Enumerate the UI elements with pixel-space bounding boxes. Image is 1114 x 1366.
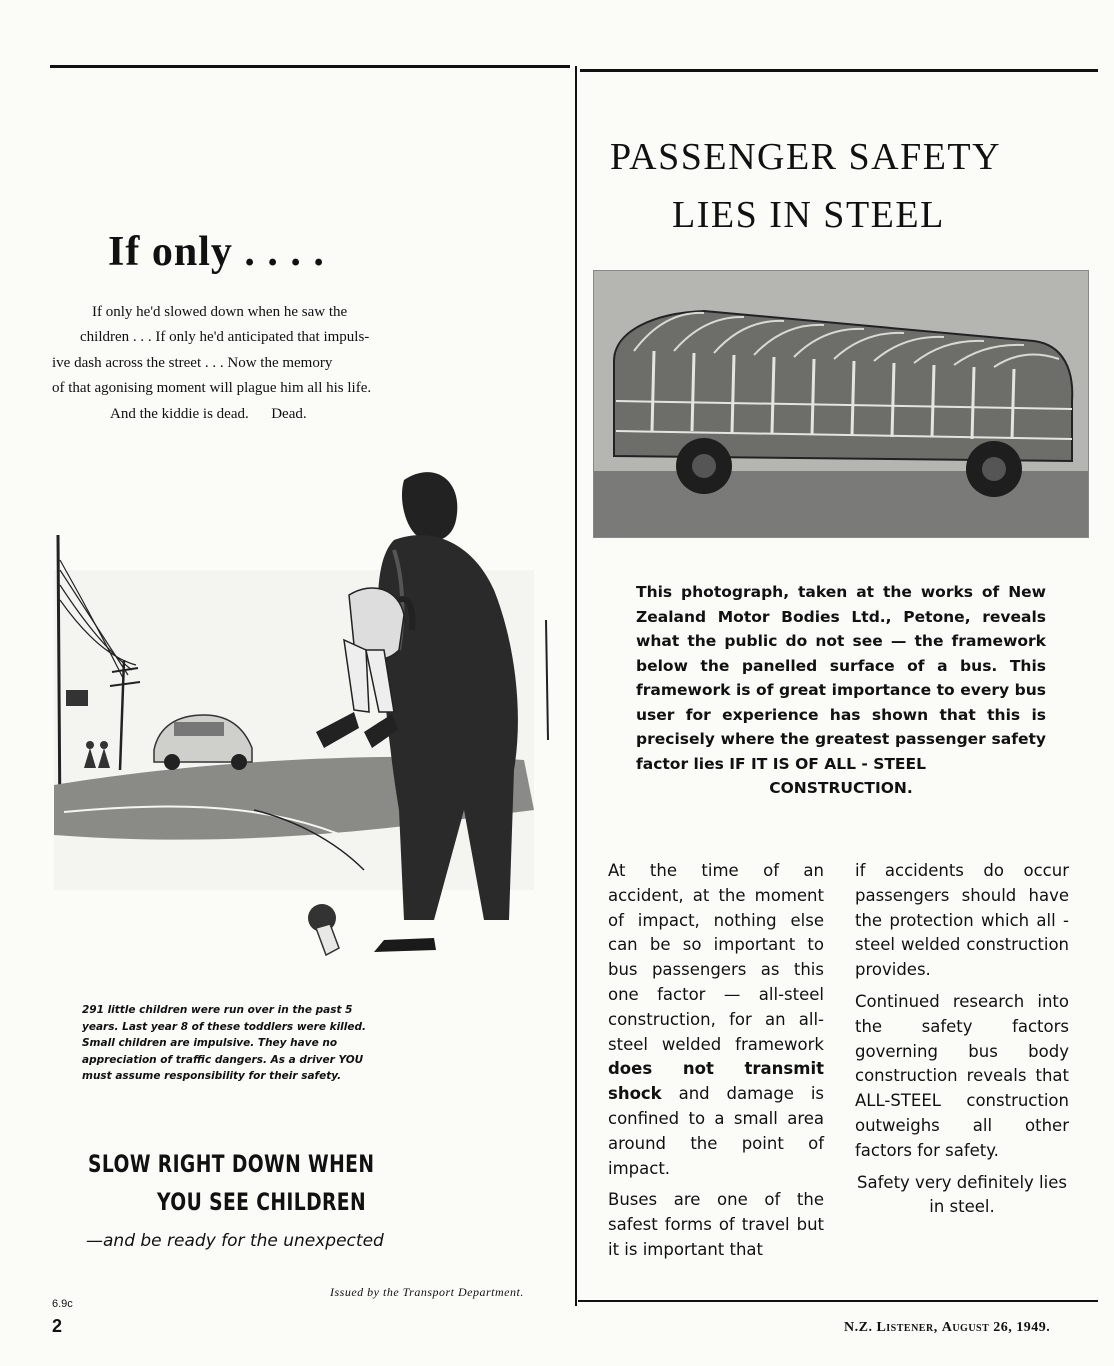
bottom-rule-right bbox=[578, 1300, 1098, 1302]
left-ad-title: If only . . . . bbox=[108, 229, 325, 275]
photo-caption-intro bbox=[636, 580, 1046, 801]
statistics-caption: 291 little children were run over in the past 5 years. Last year 8 of these toddlers were killed. Small children are impulsive. They have no appreciation of traffic dangers. As a driver YOU must assume responsibility for their safety. bbox=[82, 1004, 367, 1082]
tagline: —and be ready for the unexpected bbox=[86, 1231, 384, 1251]
left-ad-body-line: And the kiddie is dead. Dead. bbox=[110, 406, 307, 422]
col1-paragraph-2: Buses are one of the safest forms of travel but it is important that bbox=[608, 1190, 824, 1259]
headline-line-2: LIES IN STEEL bbox=[672, 194, 945, 236]
left-ad-body-line: If only he'd slowed down when he saw the bbox=[92, 304, 348, 320]
page-number: 2 bbox=[52, 1316, 63, 1336]
col1-text-cont: and damage is confined to a small area around the point of impact. bbox=[608, 1084, 824, 1178]
slogan-line-1: SLOW RIGHT DOWN WHEN bbox=[88, 1150, 375, 1178]
publication-date: August 26, 1949. bbox=[941, 1320, 1051, 1335]
man-carrying-child-illustration bbox=[54, 450, 574, 970]
slogan-line-2: YOU SEE CHILDREN bbox=[157, 1188, 367, 1216]
ad-code: 6.9c bbox=[52, 1298, 73, 1310]
body-column-2 bbox=[855, 859, 1069, 1227]
top-rule-left bbox=[50, 65, 570, 68]
headline-line-1: PASSENGER SAFETY bbox=[610, 136, 1002, 178]
col1-text: At the time of an accident, at the moment of impact, nothing else can be so important to bus passengers as this one factor — all-steel construction, for an all-steel welded framework bbox=[608, 861, 824, 1054]
publication-name: N.Z. Listener, bbox=[844, 1320, 938, 1335]
col1-bold-text: does not transmit shock bbox=[608, 1059, 824, 1104]
issued-by-credit: Issued by the Transport Department. bbox=[330, 1285, 524, 1299]
col2-paragraph-1: if accidents do occur passengers should have the protection which all - steel welded construction provides. bbox=[855, 861, 1069, 980]
left-ad-body-line: of that agonising moment will plague him all his life. bbox=[52, 380, 372, 396]
bus-framework-photo bbox=[593, 270, 1089, 538]
intro-text: This photograph, taken at the works of New Zealand Motor Bodies Ltd., Petone, reveals what the public do not see — the framework below the panelled surface of a bus. This framework is of great importance to every bus user for experience has shown that this is precisely where the greatest passenger safety factor lies IF IT IS OF ALL - STEEL bbox=[636, 583, 1046, 773]
left-ad-body-line: ive dash across the street . . . Now the memory bbox=[52, 355, 333, 371]
top-rule-right bbox=[580, 69, 1098, 72]
col2-paragraph-2: Continued research into the safety factors governing bus body construction reveals that ALL-STEEL construction outweighs all other factors for safety. bbox=[855, 991, 1069, 1160]
col2-paragraph-3: Safety very definitely lies in steel. bbox=[857, 1172, 1067, 1217]
left-ad-body-line: children . . . If only he'd anticipated that impuls- bbox=[80, 329, 370, 345]
body-column-1 bbox=[608, 859, 824, 1270]
page-footer bbox=[844, 1320, 1050, 1336]
column-divider bbox=[575, 66, 577, 1306]
intro-text-end: CONSTRUCTION. bbox=[769, 779, 913, 797]
